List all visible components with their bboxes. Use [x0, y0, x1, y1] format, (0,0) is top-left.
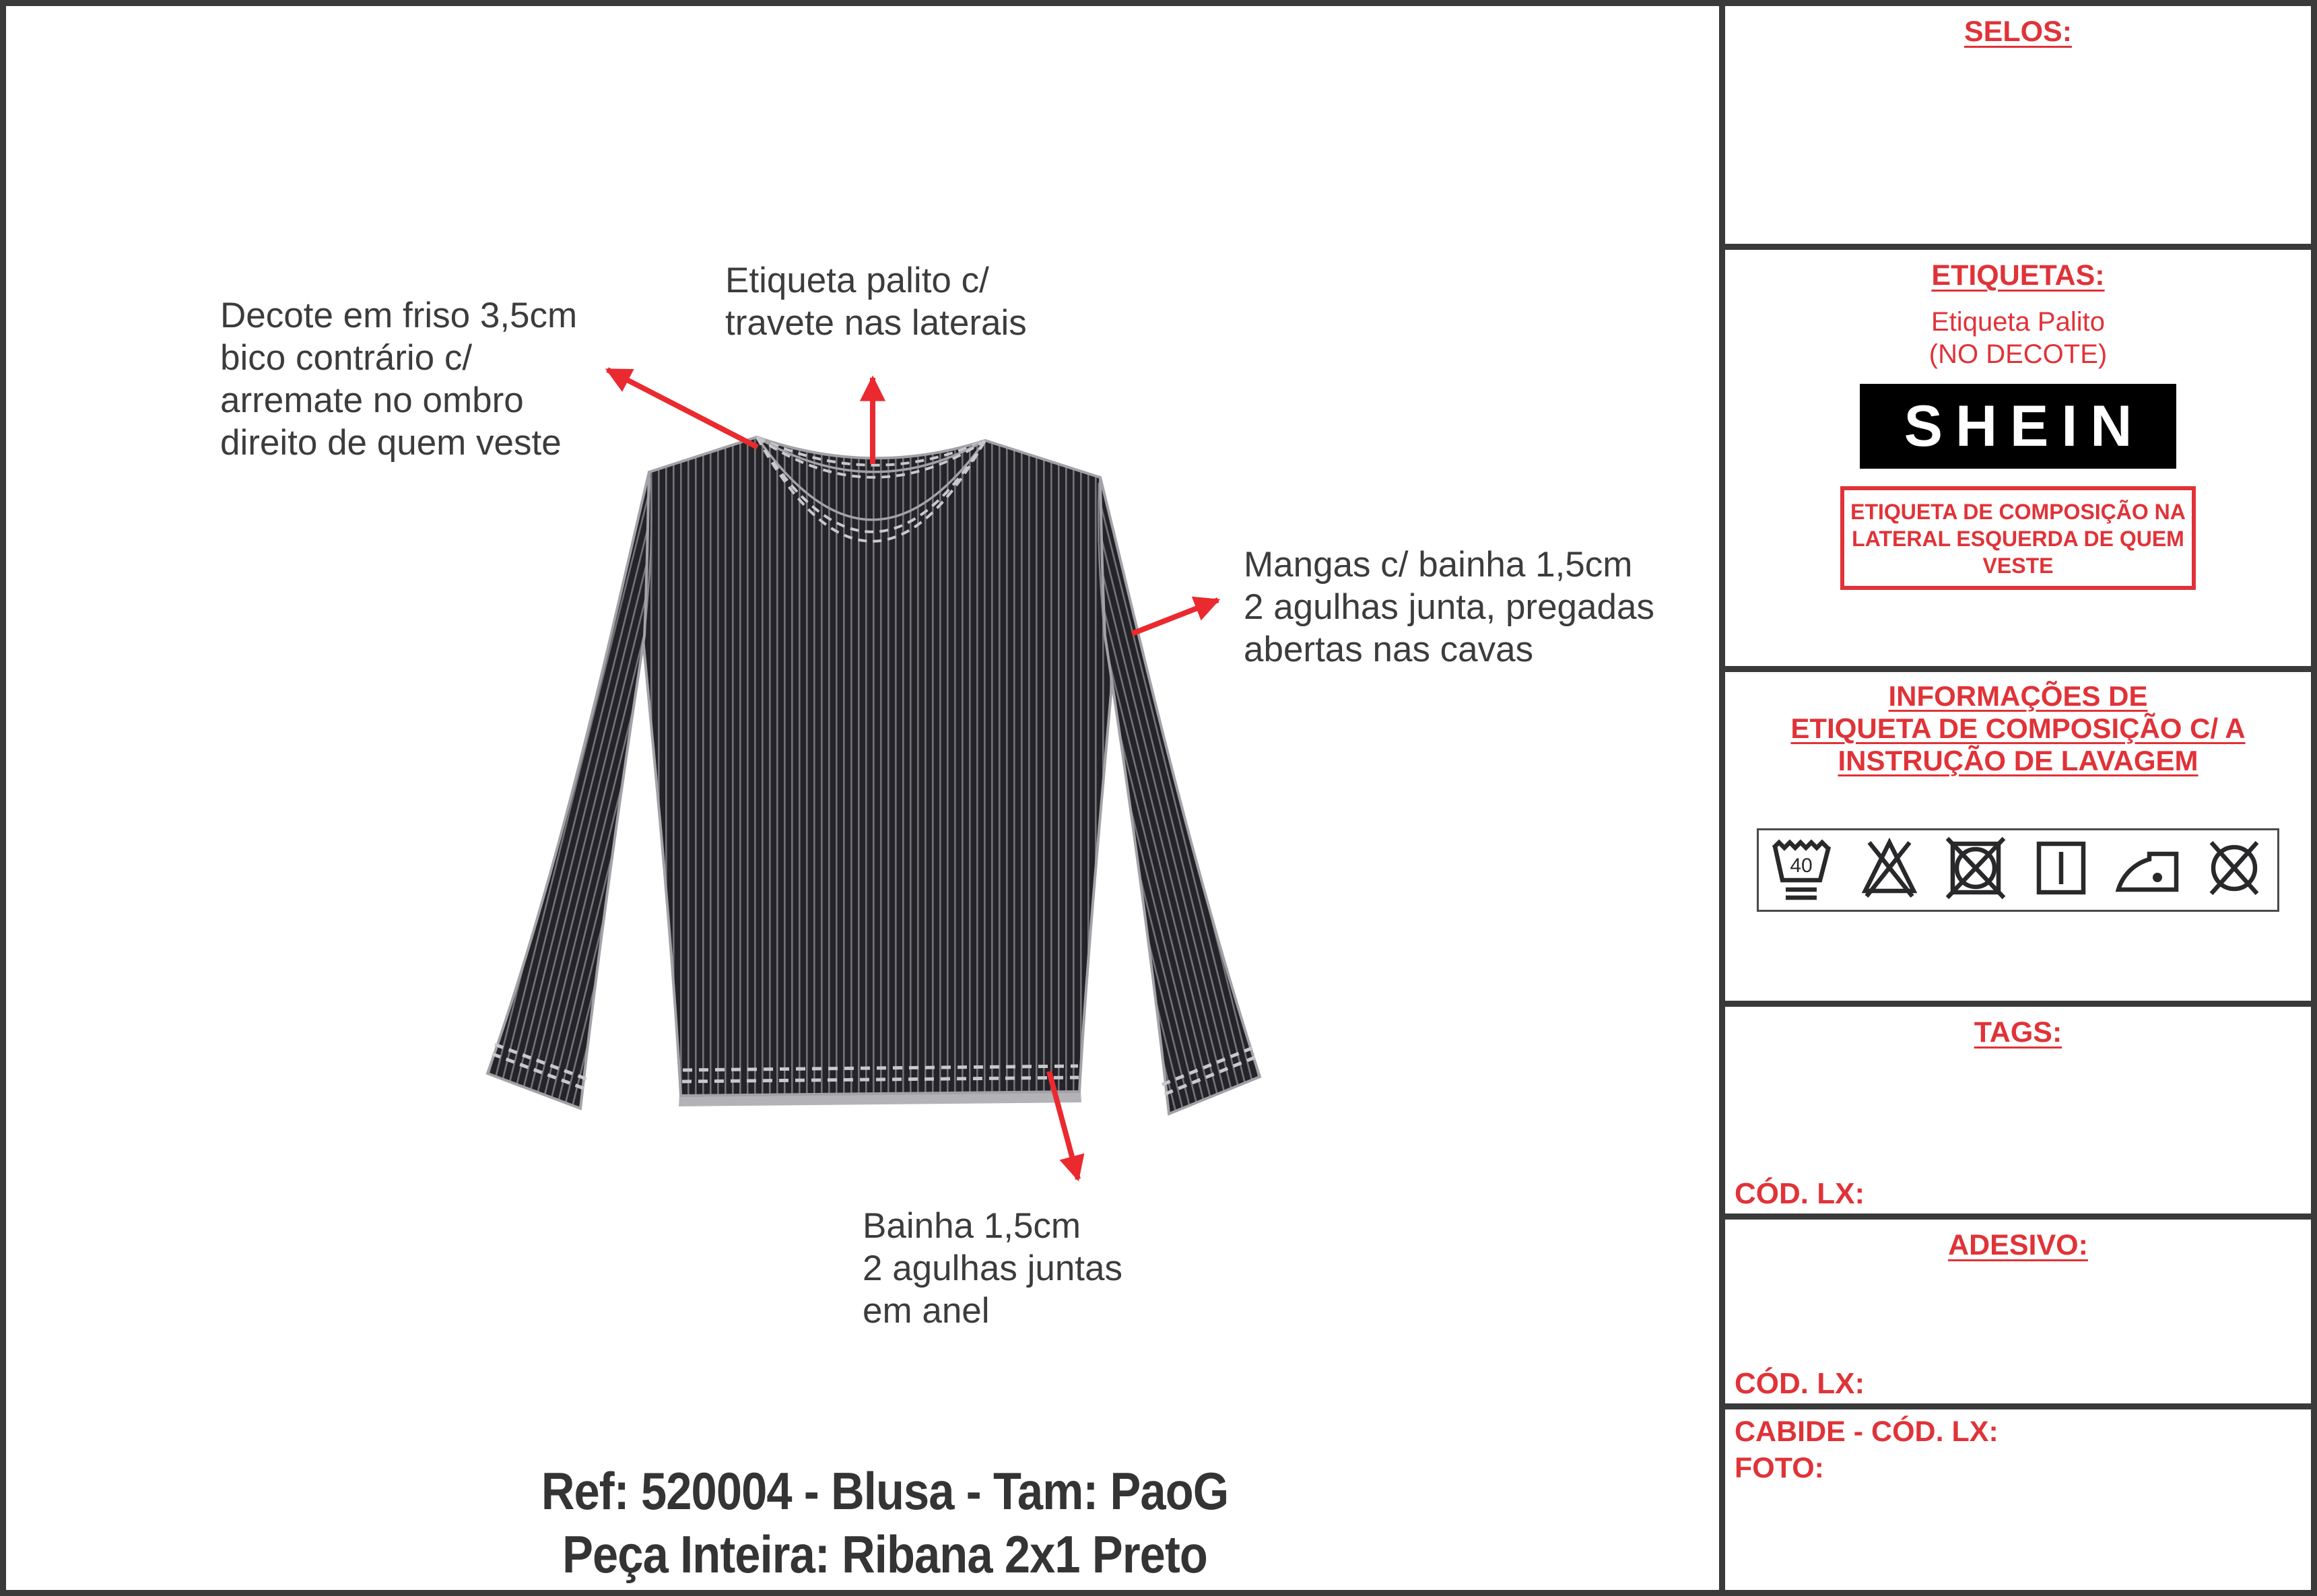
brand-label	[1860, 384, 2176, 469]
adesivo-cod-lx: CÓD. LX:	[1735, 1367, 1865, 1400]
do-not-tumble-dry-icon	[1947, 838, 2004, 898]
care-info-header-line: INFORMAÇÕES DE	[1888, 680, 2148, 712]
svg-text:40: 40	[1790, 855, 1813, 877]
care-info-header	[1725, 680, 2311, 777]
selos-header: SELOS:	[1963, 15, 2073, 48]
body-panel	[643, 437, 1116, 1096]
do-not-bleach-icon	[1865, 842, 1914, 896]
care-symbols-box	[1757, 828, 2279, 912]
sidebar	[1719, 6, 2311, 1590]
note-line: Decote em friso 3,5cm	[220, 296, 578, 335]
section-cabide-foto	[1725, 1409, 2311, 1590]
etiquetas-header: ETIQUETAS:	[1931, 259, 2105, 292]
line-dry-icon	[2039, 844, 2083, 892]
note-neckline	[220, 294, 577, 464]
arrow-sleeve	[1132, 600, 1218, 634]
sleeve-left	[488, 472, 649, 1108]
section-tags	[1725, 1007, 2311, 1220]
etiqueta-decote-note: (NO DECOTE)	[1928, 339, 2108, 369]
section-care-info	[1725, 672, 2311, 1007]
note-line: arremate no ombro	[220, 380, 524, 420]
section-etiquetas	[1725, 250, 2311, 672]
brand-name: SHEIN	[1904, 393, 2145, 459]
garment-flat-sketch	[6, 6, 1719, 1590]
note-line: bico contrário c/	[220, 338, 473, 378]
reference-title	[131, 1459, 1639, 1586]
care-info-header-line: ETIQUETA DE COMPOSIÇÃO C/ A	[1790, 712, 2246, 744]
drawing-area	[6, 6, 1719, 1590]
iron-one-dot-icon	[2118, 854, 2176, 890]
care-symbols	[1759, 830, 2277, 910]
composition-note-line: VESTE	[1982, 554, 2054, 578]
foto-label: FOTO:	[1735, 1452, 1824, 1484]
do-not-dry-clean-icon	[2211, 842, 2257, 894]
note-line: Mangas c/ bainha 1,5cm	[1244, 545, 1633, 585]
tags-cod-lx: CÓD. LX:	[1735, 1177, 1865, 1210]
section-adesivo	[1725, 1220, 2311, 1409]
note-sleeves	[1244, 543, 1654, 671]
arrow-neckline	[607, 370, 758, 447]
sleeve-right	[1100, 477, 1260, 1114]
composition-note-line: LATERAL ESQUERDA DE QUEM	[1852, 527, 2184, 551]
note-line: 2 agulhas juntas	[863, 1249, 1123, 1288]
note-line: travete nas laterais	[725, 303, 1027, 343]
note-line: direito de quem veste	[220, 423, 562, 463]
composition-note-box	[1840, 486, 2196, 590]
section-selos	[1725, 6, 2311, 250]
adesivo-header: ADESIVO:	[1948, 1229, 2088, 1261]
note-line: Etiqueta palito c/	[725, 261, 989, 300]
note-line: Bainha 1,5cm	[863, 1206, 1081, 1246]
note-line: em anel	[863, 1291, 990, 1331]
reference-line-2: Peça Inteira: Ribana 2x1 Preto	[562, 1525, 1207, 1584]
reference-line-1: Ref: 520004 - Blusa - Tam: PaoG	[541, 1461, 1229, 1521]
note-hem	[863, 1205, 1122, 1332]
care-info-header-line: INSTRUÇÃO DE LAVAGEM	[1838, 745, 2198, 776]
cabide-cod-lx-label: CABIDE - CÓD. LX:	[1735, 1416, 1999, 1448]
etiqueta-palito-note: Etiqueta Palito	[1931, 307, 2105, 337]
tags-header: TAGS:	[1974, 1016, 2062, 1049]
note-back-label	[725, 259, 1027, 344]
note-line: 2 agulhas junta, pregadas	[1244, 587, 1654, 627]
note-line: abertas nas cavas	[1244, 630, 1534, 669]
composition-note-line: ETIQUETA DE COMPOSIÇÃO NA	[1850, 500, 2186, 524]
wash-40-mild-icon	[1774, 842, 1829, 898]
